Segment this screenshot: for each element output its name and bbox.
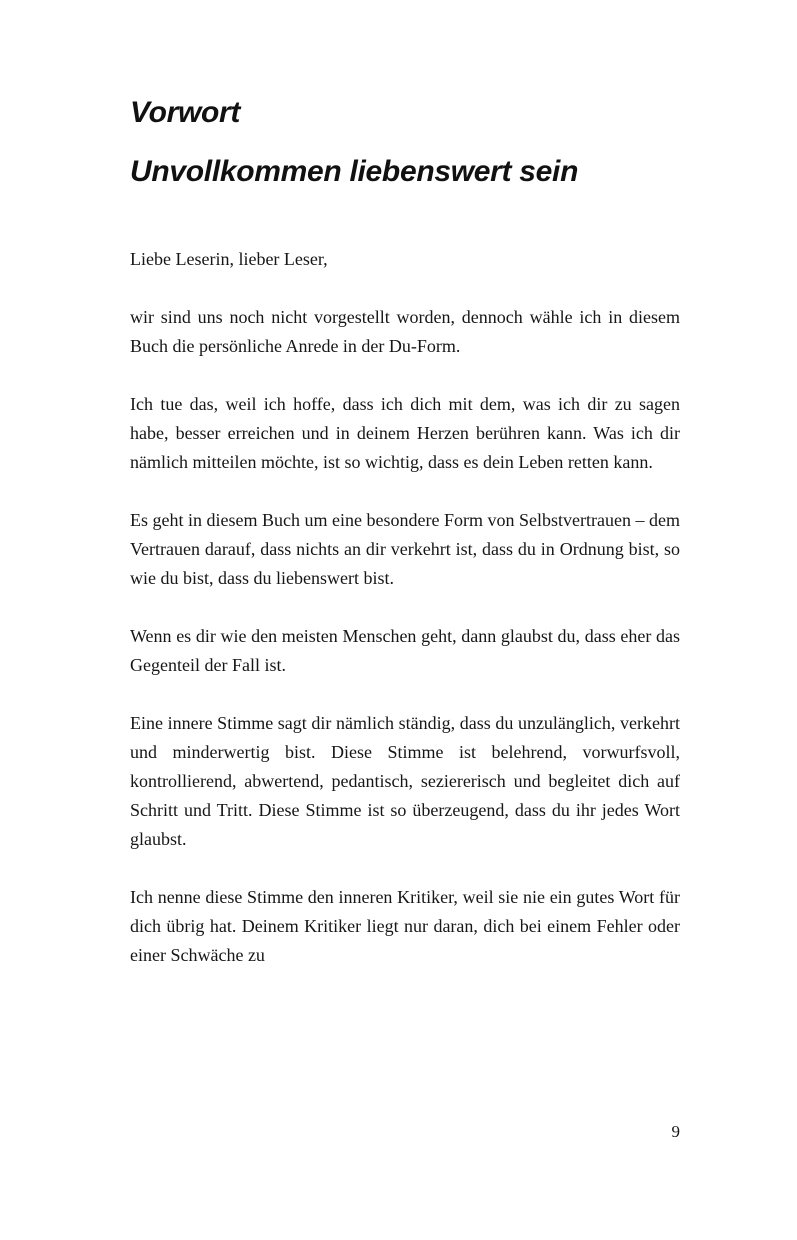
page-number: 9 (671, 1122, 680, 1141)
page-content (130, 96, 680, 970)
paragraph: Ich tue das, weil ich hoffe, dass ich dich mit dem, was ich dir zu sagen habe, besser erreichen und in deinem Herzen berühren kann. Was ich dir nämlich mitteilen möchte, ist so wichtig, dass es dein Leben retten kann. (130, 394, 680, 472)
paragraph: wir sind uns noch nicht vorgestellt worden, dennoch wähle ich in diesem Buch die persönliche Anrede in der Du-Form. (130, 307, 680, 356)
paragraph: Wenn es dir wie den meisten Menschen geht, dann glaubst du, dass eher das Gegenteil der Fall ist. (130, 626, 680, 675)
paragraph: Eine innere Stimme sagt dir nämlich ständig, dass du unzulänglich, verkehrt und minderwertig bist. Diese Stimme ist belehrend, vorwurfsvoll, kontrollierend, abwertend, pedantisch, seziererisch und begleitet dich auf Schritt und Tritt. Diese Stimme ist so überzeugend, dass du ihr jedes Wort glaubst. (130, 713, 680, 849)
paragraph: Es geht in diesem Buch um eine besondere Form von Selbstvertrauen – dem Vertrauen darauf, dass nichts an dir verkehrt ist, dass du in Ordnung bist, so wie du bist, dass du liebenswert bist. (130, 510, 680, 588)
paragraph: Ich nenne diese Stimme den inneren Kritiker, weil sie nie ein gutes Wort für dich übrig hat. Deinem Kritiker liegt nur daran, dich bei einem Fehler oder einer Schwäche zu (130, 887, 680, 965)
body-text (130, 245, 680, 970)
chapter-subheading: Unvollkommen liebenswert sein (130, 154, 579, 188)
chapter-heading: Vorwort (130, 96, 241, 129)
salutation: Liebe Leserin, lieber Leser, (130, 249, 328, 269)
